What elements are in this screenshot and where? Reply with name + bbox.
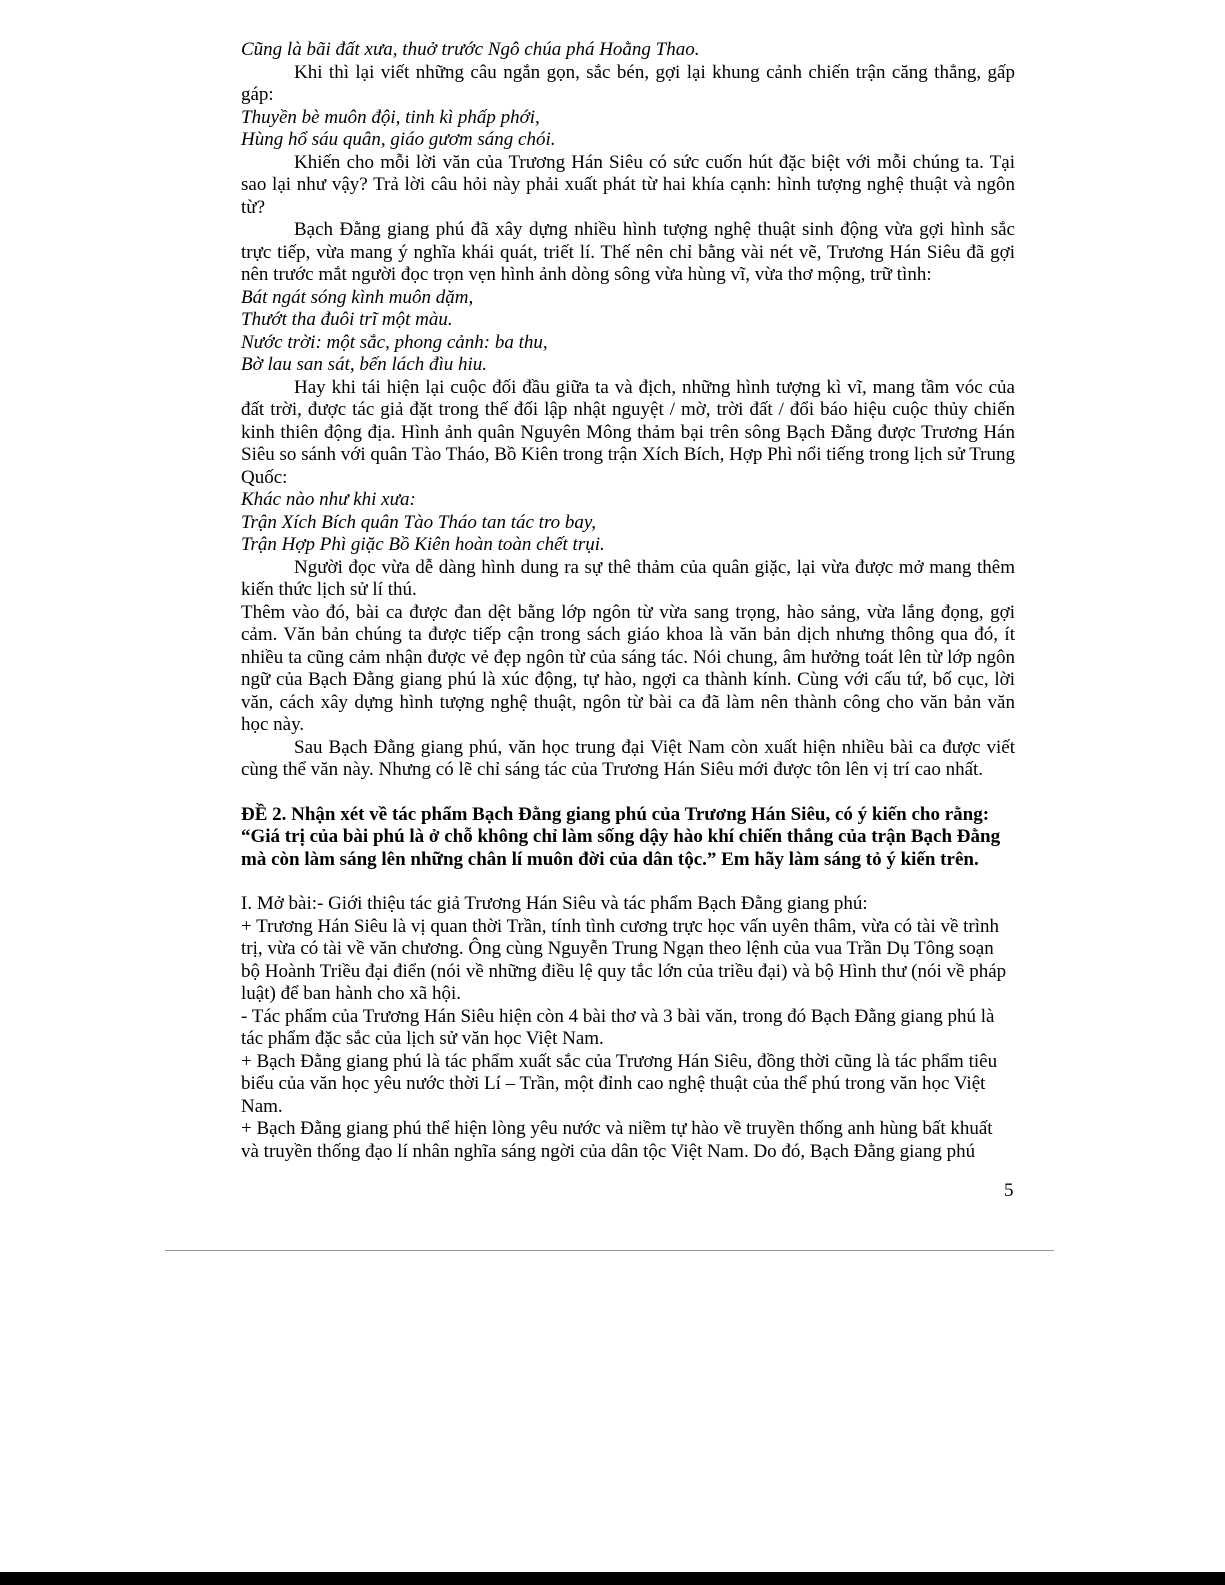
- section-line: - Tác phẩm của Trương Hán Siêu hiện còn 4 bài thơ và 3 bài văn, trong đó Bạch Đằng giang phú là tác phẩm đặc sắc của lịch sử văn học Việt Nam.: [241, 1005, 995, 1049]
- verse-line: Cũng là bãi đất xưa, thuở trước Ngô chúa phá Hoằng Thao.: [241, 39, 700, 60]
- paragraph: Khiến cho mỗi lời văn của Trương Hán Siêu có sức cuốn hút đặc biệt với mỗi chúng ta. Tại sao lại như vậy? Trả lời câu hỏi này phải xuất phát từ hai khía cạnh: hình tượng nghệ thuật và ngôn từ?: [241, 151, 1015, 218]
- page-number: 5: [1004, 1180, 1014, 1201]
- verse-line: Bát ngát sóng kình muôn dặm,: [241, 286, 474, 308]
- verse-line: Thướt tha đuôi trĩ một màu.: [241, 309, 453, 330]
- paragraph: Hay khi tái hiện lại cuộc đối đầu giữa ta và địch, những hình tượng kì vĩ, mang tầm vóc của đất trời, được tác giả đặt trong thế đối lập nhật nguyệt / mờ, trời đất / đổi báo hiệu cuộc thủy chiến kinh thiên động địa. Hình ảnh quân Nguyên Mông thảm bại trên sông Bạch Đằng được Trương Hán Siêu so sánh với quân Tào Tháo, Bồ Kiên trong trận Xích Bích, Hợp Phì nổi tiếng trong lịch sử Trung Quốc:: [241, 376, 1015, 488]
- bottom-bar: [0, 1572, 1225, 1585]
- exercise-heading: ĐỀ 2. Nhận xét về tác phẩm Bạch Đằng giang phú của Trương Hán Siêu, có ý kiến cho rằng: “Giá trị của bài phú là ở chỗ không chỉ làm sống dậy hào khí chiến thắng của trận Bạch Đằng mà còn làm sáng lên những chân lí muôn đời của dân tộc.” Em hãy làm sáng tỏ ý kiến trên.: [241, 803, 1001, 870]
- verse-line: Nước trời: một sắc, phong cảnh: ba thu,: [241, 331, 548, 353]
- paragraph: Bạch Đằng giang phú đã xây dựng nhiều hình tượng nghệ thuật sinh động vừa gợi hình sắc trực tiếp, vừa mang ý nghĩa khái quát, triết lí. Thế nên chỉ bằng vài nét vẽ, Trương Hán Siêu đã gợi nên trước mắt người đọc trọn vẹn hình ảnh dòng sông vừa hùng vĩ, vừa thơ mộng, trữ tình:: [241, 219, 1015, 285]
- section-line: + Bạch Đằng giang phú thể hiện lòng yêu nước và niềm tự hào về truyền thống anh hùng bất khuất và truyền thống đạo lí nhân nghĩa sáng ngời của dân tộc Việt Nam. Do đó, Bạch Đằng giang phú: [241, 1118, 993, 1162]
- section-line: + Trương Hán Siêu là vị quan thời Trần, tính tình cương trực học vấn uyên thâm, vừa có tài về trình trị, vừa có tài về văn chương. Ông cùng Nguyễn Trung Ngạn theo lệnh của vua Trần Dụ Tông soạn bộ Hoành Triều đại điển (nói về những điều lệ quy tắc lớn của triều đại) và bộ Hình thư (nói về pháp luật) để ban hành cho xã hội.: [241, 915, 1007, 1004]
- paragraph: Thêm vào đó, bài ca được đan dệt bằng lớp ngôn từ vừa sang trọng, hào sảng, vừa lắng đọng, gợi cảm. Văn bản chúng ta được tiếp cận trong sách giáo khoa là văn bản dịch nhưng thông qua đó, ít nhiều ta cũng cảm nhận được vẻ đẹp ngôn từ của sáng tác. Nói chung, âm hưởng toát lên từ lớp ngôn ngữ của Bạch Đằng giang phú là xúc động, tự hào, ngợi ca thành kính. Cùng với cấu tứ, bố cục, lời văn, cách xây dựng hình tượng nghệ thuật, ngôn từ bài ca đã làm nên thành công cho văn bản văn học này.: [241, 601, 1015, 735]
- spacer: [241, 871, 1015, 893]
- verse-line: Khác nào như khi xưa:: [241, 489, 416, 510]
- paragraph: Sau Bạch Đằng giang phú, văn học trung đại Việt Nam còn xuất hiện nhiều bài ca được viết cùng thể văn này. Nhưng có lẽ chỉ sáng tác của Trương Hán Siêu mới được tôn lên vị trí cao nhất.: [241, 736, 1015, 780]
- verse-line: Thuyền bè muôn đội, tinh kì phấp phới,: [241, 106, 540, 128]
- section-line: + Bạch Đằng giang phú là tác phẩm xuất sắc của Trương Hán Siêu, đồng thời cũng là tác phẩm tiêu biểu của văn học yêu nước thời Lí – Trần, một đỉnh cao nghệ thuật của thể phú trong văn học Việt Nam.: [241, 1050, 998, 1117]
- section-line: I. Mở bài:- Giới thiệu tác giả Trương Hán Siêu và tác phẩm Bạch Đằng giang phú:: [241, 893, 868, 914]
- verse-line: Hùng hổ sáu quân, giáo gươm sáng chói.: [241, 129, 556, 150]
- paragraph: Người đọc vừa dễ dàng hình dung ra sự thê thảm của quân giặc, lại vừa được mở mang thêm kiến thức lịch sử lí thú.: [241, 556, 1015, 600]
- paragraph: Khi thì lại viết những câu ngắn gọn, sắc bén, gợi lại khung cảnh chiến trận căng thẳng, gấp gáp:: [241, 61, 1015, 105]
- spacer: [241, 782, 1015, 804]
- verse-line: Bờ lau san sát, bến lách đìu hiu.: [241, 354, 488, 375]
- verse-line: Trận Xích Bích quân Tào Tháo tan tác tro bay,: [241, 511, 597, 533]
- verse-line: Trận Hợp Phì giặc Bồ Kiên hoàn toàn chết trụi.: [241, 534, 605, 555]
- page-divider: [165, 1250, 1054, 1251]
- document-body: [241, 39, 1015, 1163]
